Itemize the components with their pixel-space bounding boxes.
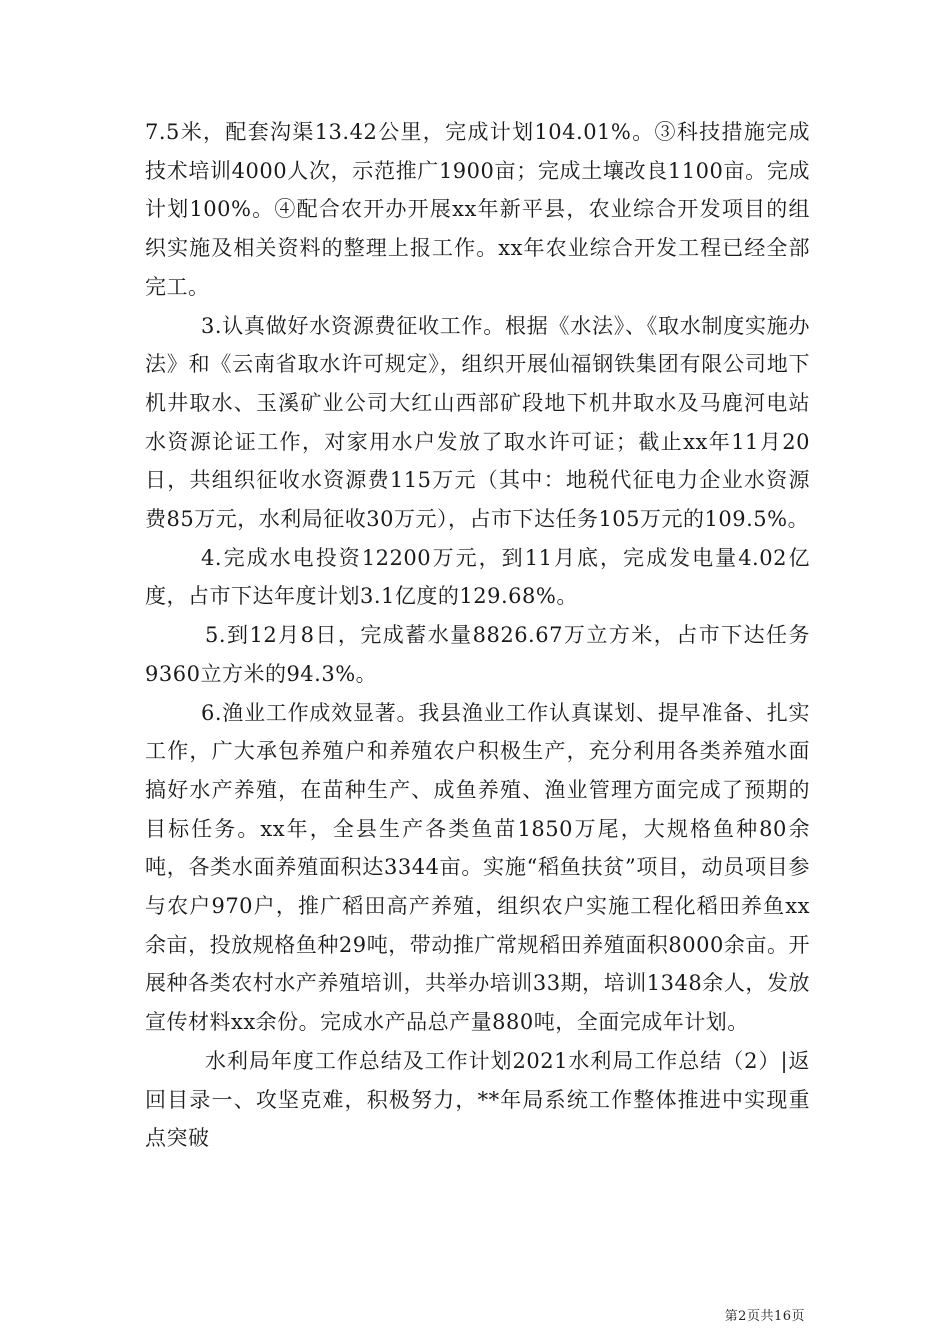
- page-number: 第2页共16页: [724, 1309, 805, 1324]
- paragraph-hydropower: 4.完成水电投资12200万元，到11月底，完成发电量4.02亿度，占市下达年度计划3.1亿度的129.68%。: [145, 545, 810, 609]
- paragraph-water-fee: 3.认真做好水资源费征收工作。根据《水法》、《取水制度实施办法》和《云南省取水许可规定》，组织开展仙福钢铁集团有限公司地下机井取水、玉溪矿业公司大红山西部矿段地下机井取水及马鹿河电站水资源论证工作，对家用水户发放了取水许可证；截止xx年11月20日，共组织征收水资源费115万元（其中：地税代征电力企业水资源费85万元，水利局征收30万元），占市下达任务105万元的109.5%。: [145, 313, 810, 532]
- paragraph-continuation: 7.5米，配套沟渠13.42公里，完成计划104.01%。③科技措施完成技术培训4000人次，示范推广1900亩；完成土壤改良1100亩。完成计划100%。④配合农开办开展xx年新平县，农业综合开发项目的组织实施及相关资料的整理上报工作。xx年农业综合开发工程已经全部完工。: [145, 120, 810, 299]
- paragraph-water-storage: 5.到12月8日，完成蓄水量8826.67万立方米，占市下达任务9360立方米的94.3%。: [145, 623, 810, 686]
- document-body: [145, 113, 810, 1158]
- paragraph-section-heading: 水利局年度工作总结及工作计划2021水利局工作总结（2）|返回目录一、攻坚克难，积极努力，**年局系统工作整体推进中实现重点突破: [145, 1048, 810, 1151]
- paragraph-fishery: 6.渔业工作成效显著。我县渔业工作认真谋划、提早准备、扎实工作，广大承包养殖户和养殖农户积极生产，充分利用各类养殖水面搞好水产养殖，在苗种生产、成鱼养殖、渔业管理方面完成了预期的目标任务。xx年，全县生产各类鱼苗1850万尾，大规格鱼种80余吨，各类水面养殖面积达3344亩。实施“稻鱼扶贫”项目，动员项目参与农户970户，推广稻田高产养殖，组织农户实施工程化稻田养鱼xx余亩，投放规格鱼种29吨，带动推广常规稻田养殖面积8000余亩。开展种各类农村水产养殖培训，共举办培训33期，培训1348余人，发放宣传材料xx余份。完成水产品总产量880吨，全面完成年计划。: [145, 700, 810, 1035]
